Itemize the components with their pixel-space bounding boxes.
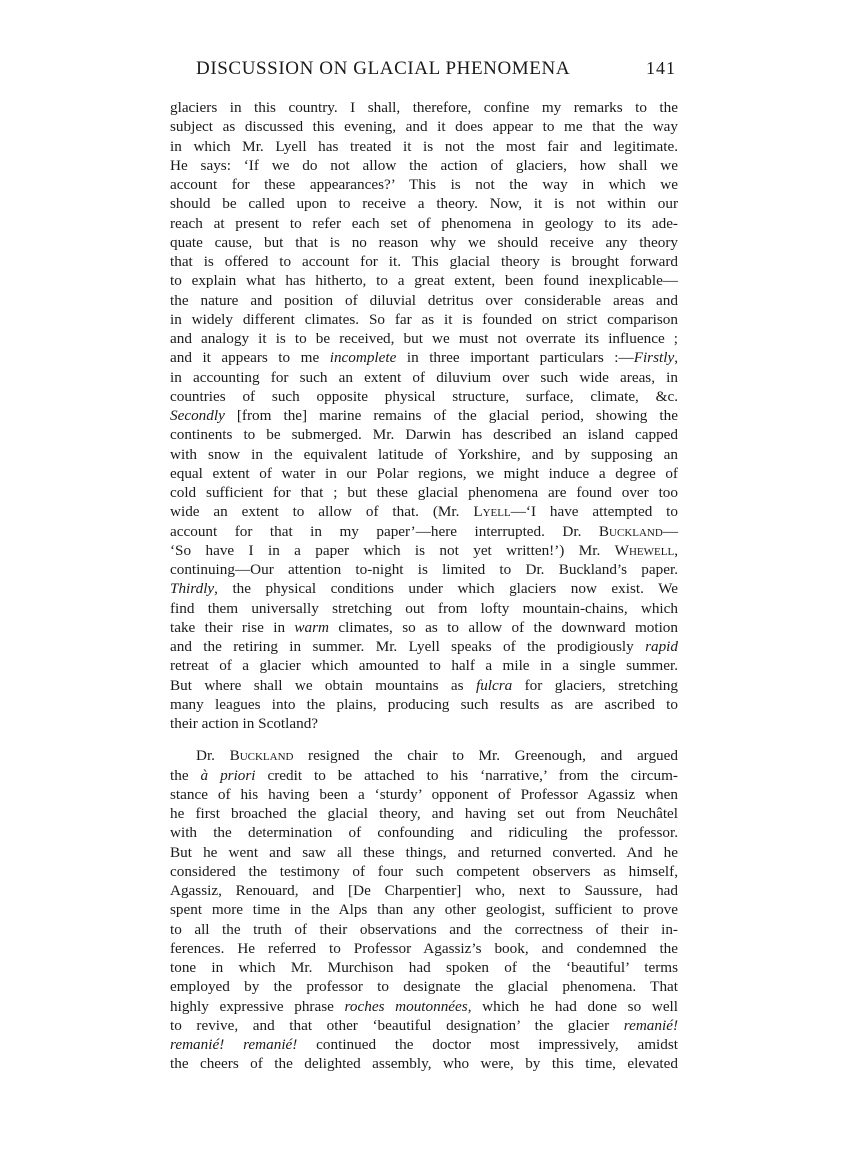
text-line: But where shall we obtain mountains as fulcra for glaciers, stretching xyxy=(170,676,678,694)
text-line: with the determination of confounding and ridiculing the professor. xyxy=(170,824,678,842)
text-line: Agassiz, Renouard, and [De Charpentier] who, next to Saussure, had xyxy=(170,882,678,899)
text-line: to revive, and that other ‘beautiful designation’ the glacier remanié! xyxy=(170,1016,678,1034)
text-line: the nature and position of diluvial detritus over considerable areas and xyxy=(170,291,678,309)
text-line: stance of his having been a ‘sturdy’ opponent of Professor Agassiz when xyxy=(170,785,678,803)
text-line: glaciers in this country. I shall, therefore, confine my remarks to the xyxy=(170,99,678,116)
text-line: He says: ‘If we do not allow the action of glaciers, how shall we xyxy=(170,156,678,174)
text-line: in accounting for such an extent of diluvium over such wide areas, in xyxy=(170,368,678,386)
text-line: reach at present to refer each set of phenomena in geology to its ade- xyxy=(170,214,678,232)
text-line: he first broached the glacial theory, and having set out from Neuchâtel xyxy=(170,805,678,822)
italic-text: Secondly xyxy=(170,407,225,424)
running-head xyxy=(196,58,678,88)
text-line: in which Mr. Lyell has treated it is not the most fair and legitimate. xyxy=(170,137,678,155)
text-line: continents to be submerged. Mr. Darwin has described an island capped xyxy=(170,426,678,444)
text-line: quate cause, but that is no reason why we should receive any theory xyxy=(170,233,678,251)
italic-text: remanié! xyxy=(623,1016,678,1034)
page-number: 141 xyxy=(646,58,676,78)
text-line: account for that in my paper’—here interrupted. Dr. Buckland— xyxy=(170,522,678,540)
text-line: to explain what has hitherto, to a great extent, been found inexplicable— xyxy=(170,272,678,290)
text-line: ferences. He referred to Professor Agassiz’s book, and condemned the xyxy=(170,939,678,957)
text-line: that is offered to account for it. This glacial theory is brought forward xyxy=(170,253,678,270)
paragraph-2 xyxy=(170,746,678,1073)
text-line: and the retiring in summer. Mr. Lyell speaks of the prodigiously rapid xyxy=(170,638,678,655)
italic-text: incomplete xyxy=(329,349,397,367)
text-line: remanié! remanié! continued the doctor most impressively, amidst xyxy=(170,1036,679,1053)
text-line: considered the testimony of four such competent observers as himself, xyxy=(170,862,678,880)
text-line: spent more time in the Alps than any other geologist, sufficient to prove xyxy=(170,901,678,919)
text-line: with snow in the equivalent latitude of Yorkshire, and by supposing an xyxy=(170,445,678,463)
speaker-name: Whewell xyxy=(614,541,675,559)
text-line: Thirdly, the physical conditions under which glaciers now exist. We xyxy=(170,580,678,598)
italic-text: Firstly xyxy=(633,349,675,367)
text-line: the à priori credit to be attached to his ‘narrative,’ from the circum- xyxy=(170,766,678,784)
text-line: tone in which Mr. Murchison had spoken of the ‘beautiful’ terms xyxy=(170,959,678,976)
italic-text: rapid xyxy=(645,638,678,655)
italic-text: remanié! remanié! xyxy=(170,1036,298,1053)
text-line: and it appears to me incomplete in three important particulars :—Firstly, xyxy=(170,349,678,367)
text-line: find them universally stretching out from lofty mountain-chains, which xyxy=(170,599,678,617)
text-line: Dr. Buckland resigned the chair to Mr. Greenough, and argued xyxy=(196,747,678,765)
text-line: employed by the professor to designate the glacial phenomena. That xyxy=(170,978,678,996)
italic-text: fulcra xyxy=(475,676,513,694)
text-line: countries of such opposite physical structure, surface, climate, &c. xyxy=(170,387,678,405)
speaker-name: Buckland xyxy=(229,747,294,765)
text-line: retreat of a glacier which amounted to half a mile in a single summer. xyxy=(170,657,678,675)
paragraph-1 xyxy=(170,98,678,733)
text-line: But he went and saw all these things, and returned converted. And he xyxy=(170,843,678,861)
italic-text: à priori xyxy=(200,766,256,784)
italic-text: Thirdly xyxy=(170,580,215,598)
text-line: the cheers of the delighted assembly, who were, by this time, elevated xyxy=(170,1055,678,1073)
running-head-title: DISCUSSION ON GLACIAL PHENOMENA xyxy=(196,58,571,79)
body-text xyxy=(170,98,678,1074)
italic-text: warm xyxy=(294,618,330,636)
text-line: subject as discussed this evening, and it does appear to me that the way xyxy=(170,118,678,136)
text-line: wide an extent to allow of that. (Mr. Lyell—‘I have attempted to xyxy=(170,503,678,521)
text-line: continuing—Our attention to-night is limited to Dr. Buckland’s paper. xyxy=(170,561,678,578)
text-line: and analogy it is to be received, but we must not overrate its influence ; xyxy=(170,330,678,347)
speaker-name: Lyell xyxy=(473,503,511,521)
text-line: ‘So have I in a paper which is not yet written!’) Mr. Whewell, xyxy=(170,541,678,559)
italic-text: roches moutonnées xyxy=(344,997,468,1015)
text-line: many leagues into the plains, producing such results as are ascribed to xyxy=(170,695,678,713)
text-line: equal extent of water in our Polar regions, we might induce a degree of xyxy=(170,464,678,482)
text-line: should be called upon to receive a theory. Now, it is not within our xyxy=(170,195,678,213)
text-line: their action in Scotland? xyxy=(170,715,319,732)
text-line: Secondly [from the] marine remains of the glacial period, showing the xyxy=(170,407,678,424)
text-line: highly expressive phrase roches moutonnées, which he had done so well xyxy=(170,997,678,1015)
text-line: account for these appearances?’ This is not the way in which we xyxy=(170,176,678,193)
speaker-name: Buckland xyxy=(598,522,663,540)
text-line: to all the truth of their observations and the correctness of their in- xyxy=(170,920,678,938)
text-line: cold sufficient for that ; but these glacial phenomena are found over too xyxy=(170,484,678,501)
text-line: in widely different climates. So far as it is founded on strict comparison xyxy=(170,310,678,328)
text-line: take their rise in warm climates, so as to allow of the downward motion xyxy=(170,618,678,636)
